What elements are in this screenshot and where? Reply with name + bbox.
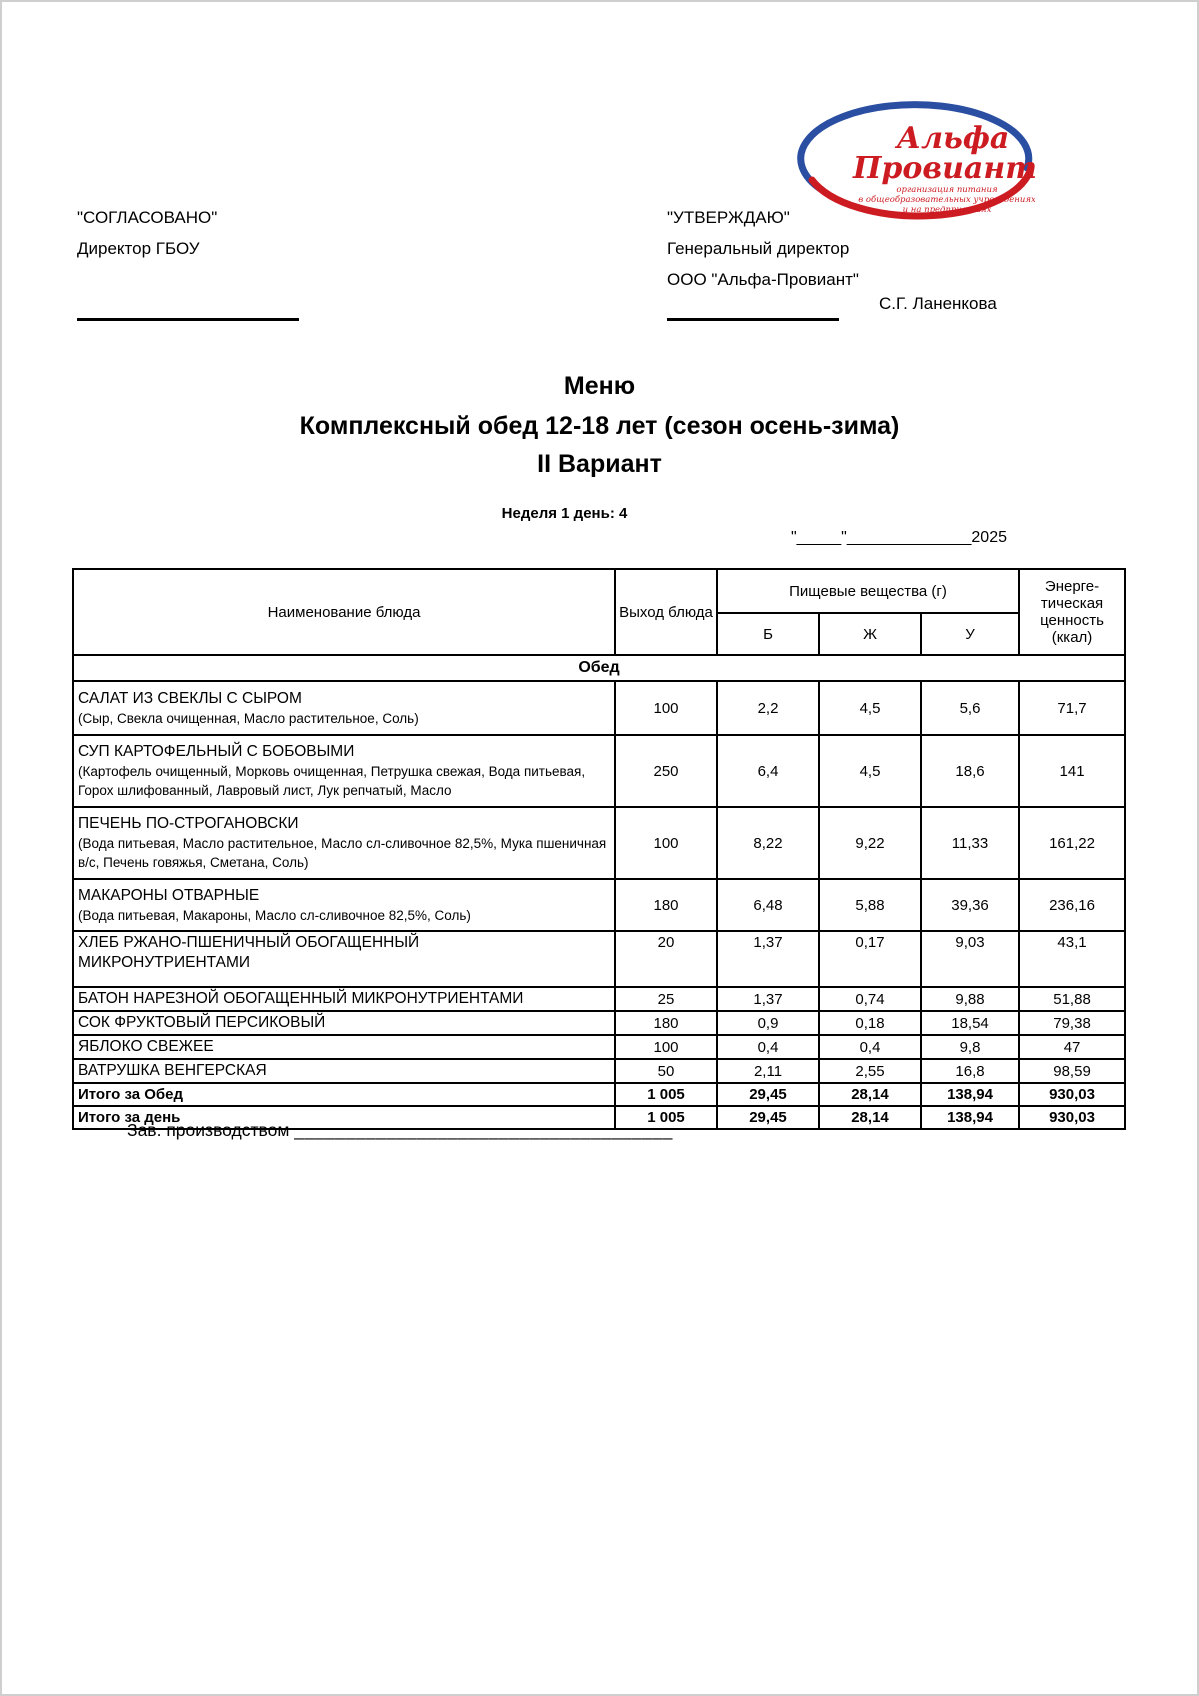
col-header-output: Выход блюда	[615, 569, 717, 655]
totals-row-lunch	[73, 1083, 1125, 1106]
totals-output: 1 005	[615, 1083, 717, 1106]
dish-energy: 98,59	[1019, 1059, 1125, 1083]
dish-name: СОК ФРУКТОВЫЙ ПЕРСИКОВЫЙ	[78, 1014, 326, 1031]
dish-protein: 2,11	[717, 1059, 819, 1083]
dish-carbs: 18,6	[921, 735, 1019, 807]
dish-energy: 161,22	[1019, 807, 1125, 879]
dish-energy: 71,7	[1019, 681, 1125, 735]
col-header-nutrients: Пищевые вещества (г)	[717, 569, 1019, 613]
dish-name: ВАТРУШКА ВЕНГЕРСКАЯ	[78, 1062, 267, 1079]
table-row	[73, 681, 1125, 735]
dish-output: 180	[615, 1011, 717, 1035]
dish-fat: 0,74	[819, 987, 921, 1011]
dish-energy: 141	[1019, 735, 1125, 807]
dish-ingredients: (Вода питьевая, Макароны, Масло сл-сливочное 82,5%, Соль)	[78, 907, 471, 923]
signer-name: С.Г. Ланенкова	[879, 294, 997, 313]
approval-block-right	[667, 202, 859, 295]
date-line	[791, 529, 1007, 547]
dish-output: 50	[615, 1059, 717, 1083]
dish-output: 180	[615, 879, 717, 931]
dish-ingredients: (Вода питьевая, Масло растительное, Масло сл-сливочное 82,5%, Мука пшеничная в/с, Печень говяжья, Сметана, Соль)	[78, 836, 607, 870]
dish-protein: 2,2	[717, 681, 819, 735]
signature-line-right	[667, 318, 839, 321]
dish-carbs: 18,54	[921, 1011, 1019, 1035]
approved-label: "УТВЕРЖДАЮ"	[667, 208, 790, 227]
document-title: Меню	[563, 372, 636, 400]
dish-protein: 1,37	[717, 987, 819, 1011]
dish-name: БАТОН НАРЕЗНОЙ ОБОГАЩЕННЫЙ МИКРОНУТРИЕНТАМИ	[78, 990, 524, 1007]
dish-name: МАКАРОНЫ ОТВАРНЫЕ	[78, 886, 260, 904]
table-row	[73, 1059, 1125, 1083]
approved-role: Генеральный директор	[667, 239, 850, 258]
dish-carbs: 9,03	[921, 931, 1019, 987]
totals-fat: 28,14	[819, 1083, 921, 1106]
totals-energy: 930,03	[1019, 1083, 1125, 1106]
dish-energy: 43,1	[1019, 931, 1125, 987]
document-subtitle: Комплексный обед 12-18 лет (сезон осень-зима)	[299, 412, 900, 440]
totals-carbs: 138,94	[921, 1106, 1019, 1129]
logo-tagline-1: организация питания	[896, 185, 998, 195]
logo-tagline-3: и на предприятиях	[902, 205, 992, 215]
totals-protein: 29,45	[717, 1083, 819, 1106]
dish-output: 20	[615, 931, 717, 987]
production-manager-blank: _____________________________________	[294, 1120, 673, 1140]
logo-text-line2: Провиант	[853, 151, 1035, 186]
dish-carbs: 16,8	[921, 1059, 1019, 1083]
dish-name: САЛАТ ИЗ СВЕКЛЫ С СЫРОМ	[78, 689, 302, 707]
col-header-carbs: У	[921, 613, 1019, 655]
dish-carbs: 9,8	[921, 1035, 1019, 1059]
table-row	[73, 807, 1125, 879]
dish-fat: 0,17	[819, 931, 921, 987]
signature-line-left	[77, 318, 299, 321]
dish-name: ПЕЧЕНЬ ПО-СТРОГАНОВСКИ	[78, 815, 299, 832]
table-row	[73, 879, 1125, 931]
table-row	[73, 735, 1125, 807]
totals-carbs: 138,94	[921, 1083, 1019, 1106]
dish-protein: 6,4	[717, 735, 819, 807]
table-row	[73, 931, 1125, 987]
dish-protein: 6,48	[717, 879, 819, 931]
dish-ingredients: (Сыр, Свекла очищенная, Масло растительное, Соль)	[78, 710, 419, 726]
dish-protein: 1,37	[717, 931, 819, 987]
logo-text-line1: Альфа	[896, 121, 1010, 156]
table-row	[73, 987, 1125, 1011]
week-day-label: Неделя 1 день: 4	[501, 505, 628, 522]
dish-energy: 47	[1019, 1035, 1125, 1059]
dish-ingredients: (Картофель очищенный, Морковь очищенная, Петрушка свежая, Вода питьевая, Горох шлифованный, Лавровый лист, Лук репчатый, Масло	[78, 764, 586, 798]
col-header-name: Наименование блюда	[73, 569, 615, 655]
dish-output: 25	[615, 987, 717, 1011]
dish-protein: 8,22	[717, 807, 819, 879]
totals-label: Итого за день	[73, 1106, 615, 1129]
dish-protein: 0,9	[717, 1011, 819, 1035]
table-header-row-1	[73, 569, 1125, 613]
dish-fat: 9,22	[819, 807, 921, 879]
totals-energy: 930,03	[1019, 1106, 1125, 1129]
section-row-lunch	[73, 655, 1125, 681]
dish-name: ХЛЕБ РЖАНО-ПШЕНИЧНЫЙ ОБОГАЩЕННЫЙ МИКРОНУТРИЕНТАМИ	[78, 934, 420, 971]
approval-block-left	[77, 202, 217, 264]
dish-energy: 236,16	[1019, 879, 1125, 931]
dish-carbs: 5,6	[921, 681, 1019, 735]
date-blank: ______________	[846, 529, 972, 546]
dish-fat: 0,18	[819, 1011, 921, 1035]
totals-output: 1 005	[615, 1106, 717, 1129]
dish-fat: 2,55	[819, 1059, 921, 1083]
col-header-energy: Энерге-тическая ценность (ккал)	[1019, 569, 1125, 655]
dish-name: СУП КАРТОФЕЛЬНЫЙ С БОБОВЫМИ	[78, 743, 355, 760]
agreed-label: "СОГЛАСОВАНО"	[77, 208, 218, 227]
dish-carbs: 9,88	[921, 987, 1019, 1011]
logo-tagline-2: в общеобразовательных учреждениях	[858, 195, 1035, 205]
dish-carbs: 39,36	[921, 879, 1019, 931]
table-row	[73, 1035, 1125, 1059]
dish-protein: 0,4	[717, 1035, 819, 1059]
document-variant: II Вариант	[537, 450, 662, 478]
dish-fat: 4,5	[819, 681, 921, 735]
dish-output: 100	[615, 681, 717, 735]
dish-output: 250	[615, 735, 717, 807]
dish-fat: 5,88	[819, 879, 921, 931]
dish-output: 100	[615, 807, 717, 879]
dish-output: 100	[615, 1035, 717, 1059]
col-header-fat: Ж	[819, 613, 921, 655]
dish-fat: 0,4	[819, 1035, 921, 1059]
menu-table	[72, 568, 1126, 1130]
totals-label: Итого за Обед	[73, 1083, 615, 1106]
production-manager-label: Зав. производством	[127, 1120, 290, 1140]
approved-org: ООО "Альфа-Провиант"	[667, 270, 859, 289]
dish-energy: 51,88	[1019, 987, 1125, 1011]
agreed-role: Директор ГБОУ	[77, 239, 200, 258]
date-quoted-blank: "_____"	[790, 529, 847, 546]
date-year: 2025	[971, 529, 1007, 546]
section-title: Обед	[73, 655, 1125, 681]
dish-fat: 4,5	[819, 735, 921, 807]
col-header-protein: Б	[717, 613, 819, 655]
totals-protein: 29,45	[717, 1106, 819, 1129]
table-row	[73, 1011, 1125, 1035]
dish-carbs: 11,33	[921, 807, 1019, 879]
totals-fat: 28,14	[819, 1106, 921, 1129]
dish-name: ЯБЛОКО СВЕЖЕЕ	[78, 1038, 214, 1055]
dish-energy: 79,38	[1019, 1011, 1125, 1035]
production-manager-line	[127, 1120, 673, 1141]
